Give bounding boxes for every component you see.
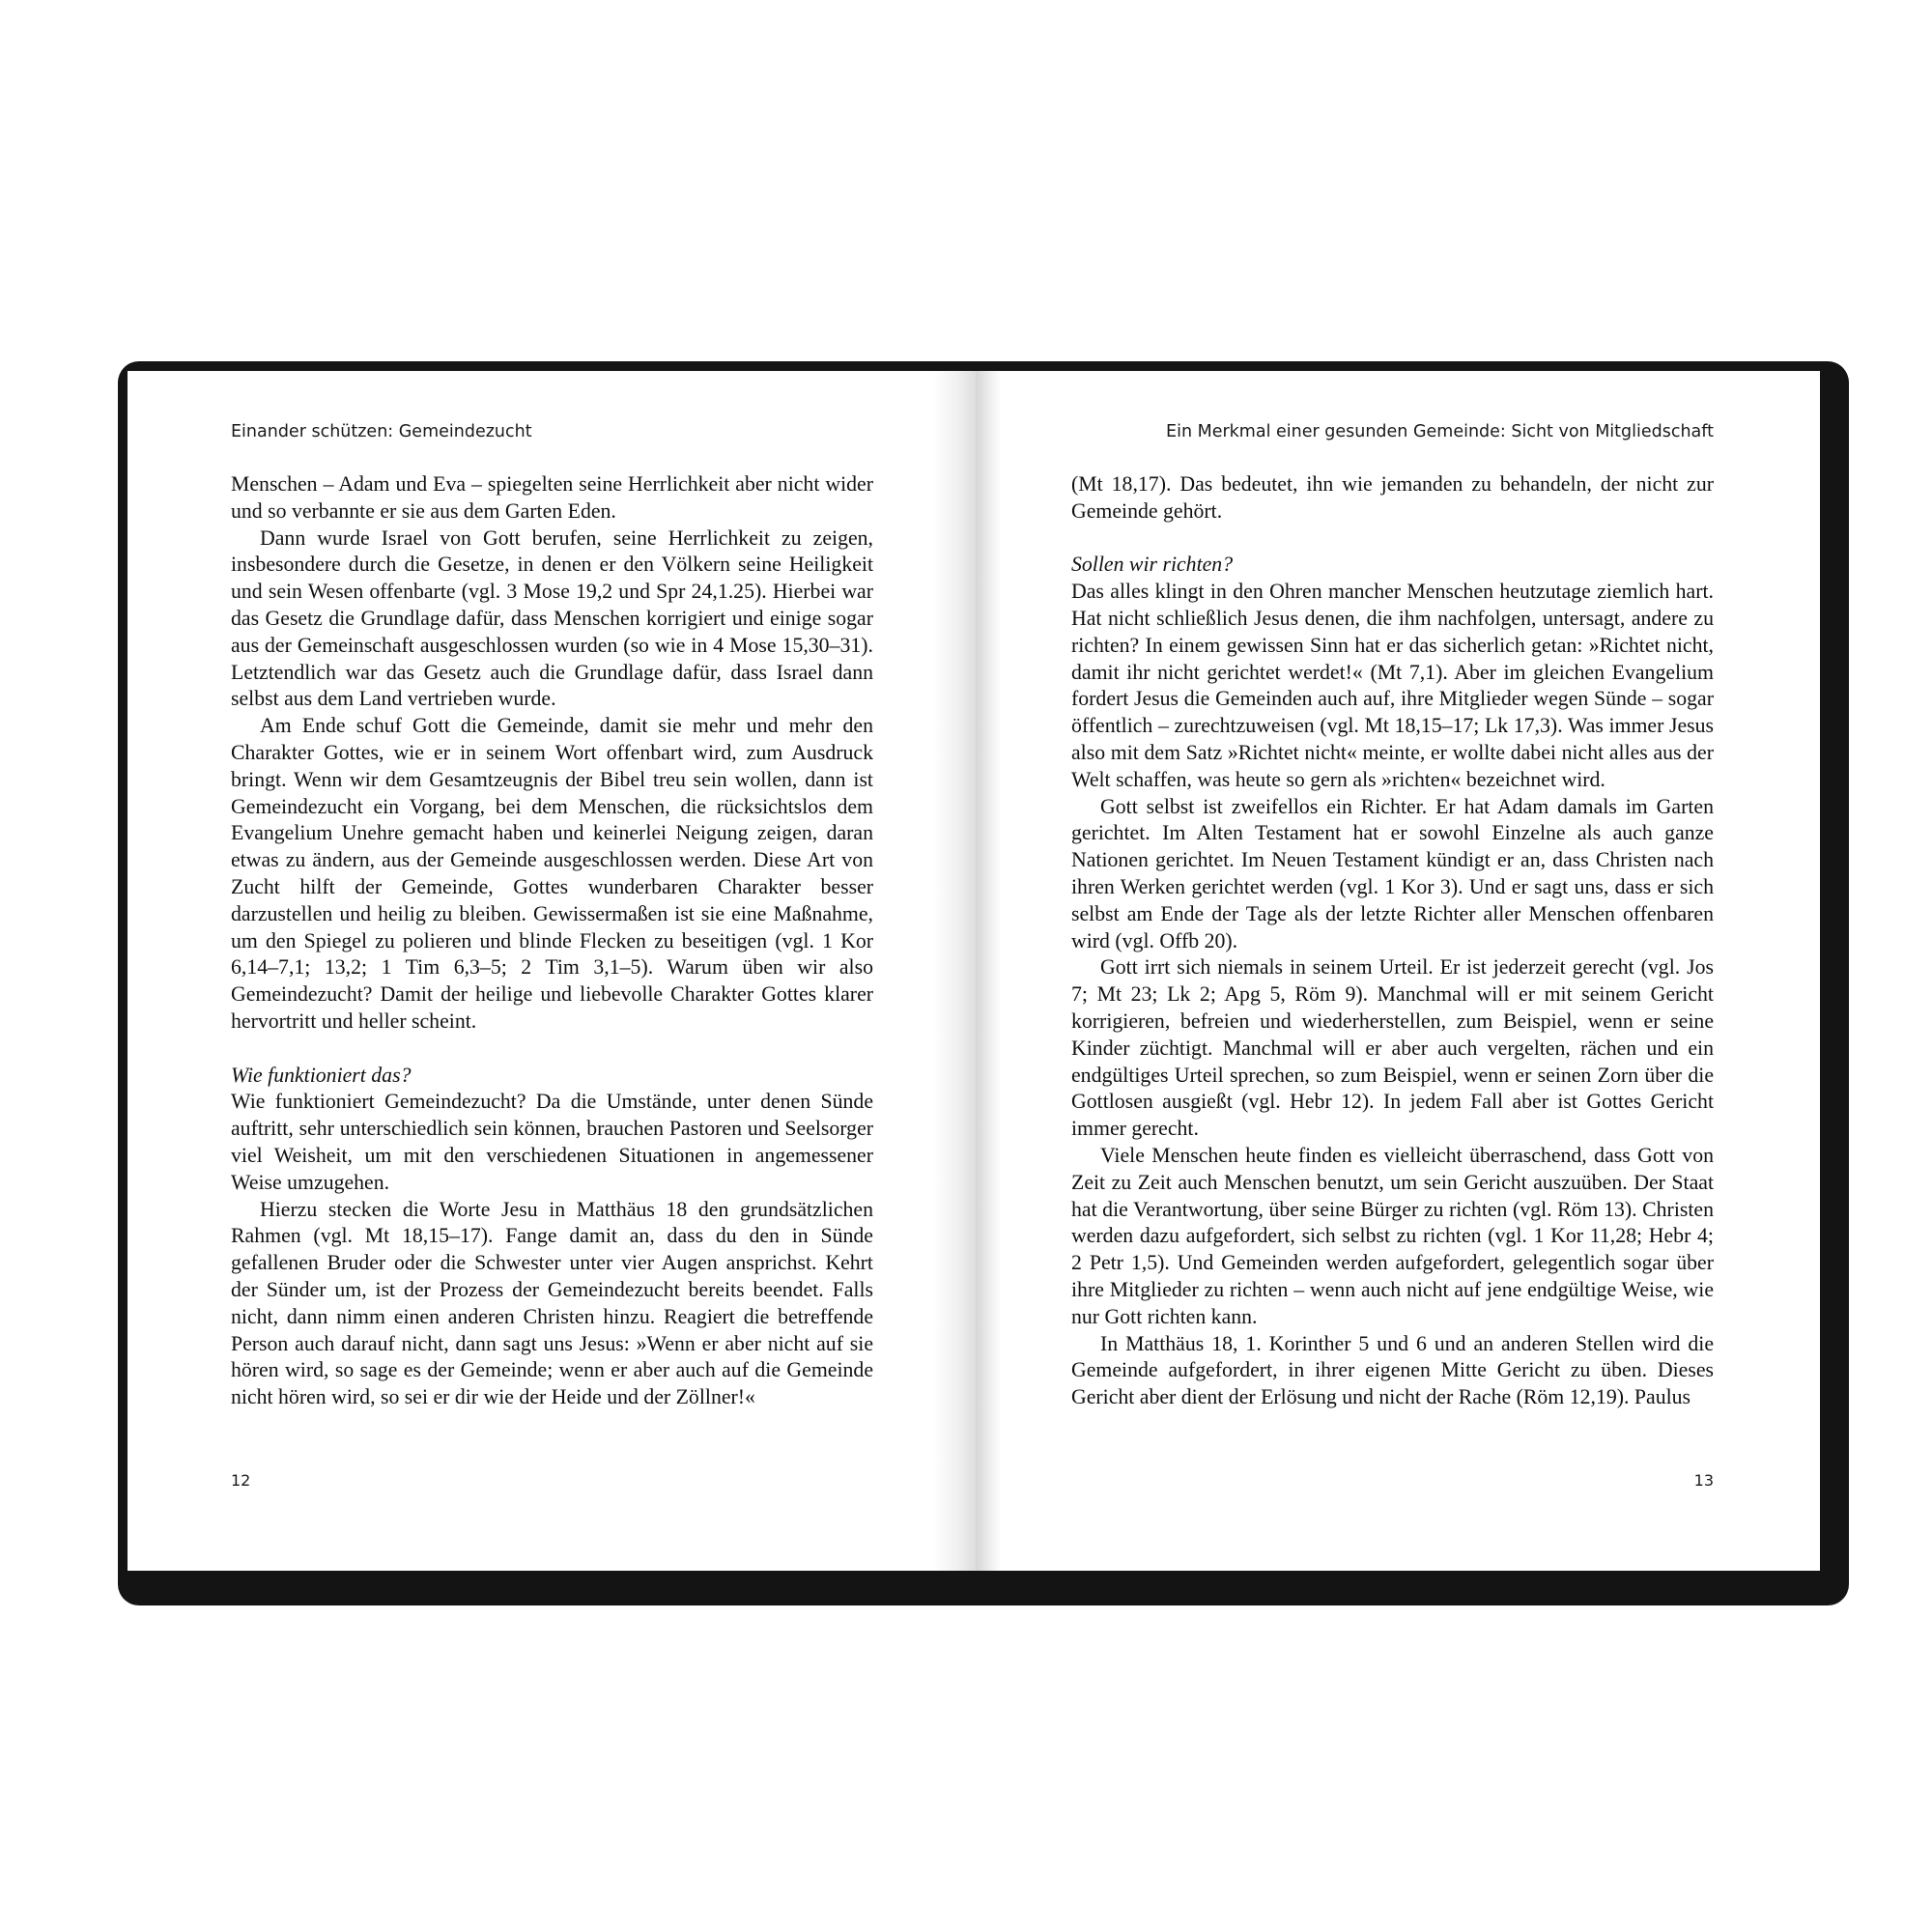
paragraph: Viele Menschen heute finden es vielleicht überraschend, dass Gott von Zeit zu Zeit auch Menschen benutzt, um sein Gericht auszuüben. Der Staat hat die Verantwortung, über seine Bürger zu richten (vgl. Röm 13). Christen werden dazu aufgefordert, sich selbst zu richten (vgl. 1 Kor 11,28; Hebr 4; 2 Petr 1,5). Und Gemeinden werden aufgefordert, gelegentlich sogar über ihre Mitglieder zu richten – wenn auch nicht auf jene endgültige Weise, wie nur Gott richten kann. [1071, 1143, 1714, 1328]
paragraph: Hierzu stecken die Worte Jesu in Matthäus 18 den grundsätzlichen Rahmen (vgl. Mt 18,15–17). Fange damit an, dass du den in Sünde gefallenen Bruder oder die Schwester unter vier Augen ansprichst. Kehrt der Sünder um, ist der Prozess der Gemeindezucht bereits beendet. Falls nicht, dann nimm einen anderen Christen hinzu. Reagiert die betreffende Person auch darauf nicht, dann sagt uns Jesus: »Wenn er aber nicht auf sie hören wird, so sage es der Gemeinde; wenn er aber auch auf die Gemeinde nicht hören wird, so sei er dir wie der Heide und der Zöllner!« [231, 1197, 873, 1409]
paragraph: Wie funktioniert Gemeindezucht? Da die Umstände, unter denen Sünde auftritt, sehr unterschiedlich sein können, brauchen Pastoren und Seelsorger viel Weisheit, um mit den verschiedenen Situationen in angemessener Weise umzugehen. [231, 1090, 873, 1194]
paragraph: Dann wurde Israel von Gott berufen, seine Herrlichkeit zu zeigen, insbesondere durch die Gesetze, in denen er den Völkern seine Heiligkeit und sein Wesen offenbarte (vgl. 3 Mose 19,2 und Spr 24,1.25). Hierbei war das Gesetz die Grundlage dafür, dass Menschen korrigiert und einige sogar aus der Gemeinschaft ausgeschlossen wurden (so wie in 4 Mose 15,30–31). Letztendlich war das Gesetz auch die Grundlage dafür, dass Israel dann selbst aus dem Land vertrieben wurde. [231, 526, 873, 711]
gutter-shadow-left [933, 371, 976, 1571]
right-page-text [1071, 471, 1714, 1411]
paragraph: Am Ende schuf Gott die Gemeinde, damit sie mehr und mehr den Charakter Gottes, wie er in seinem Wort offenbart wird, zum Ausdruck bringt. Wenn wir dem Gesamtzeugnis der Bibel treu sein wollen, dann ist Gemeindezucht ein Vorgang, bei dem Menschen, die rücksichtslos dem Evangelium Unehre gemacht haben und keinerlei Neigung zeigen, daran etwas zu ändern, aus der Gemeinde ausgeschlossen werden. Diese Art von Zucht hilft der Gemeinde, Gottes wunderbaren Charakter besser darzustellen und heilig zu bleiben. Gewissermaßen ist sie eine Maßnahme, um den Spiegel zu polieren und blinde Flecken zu beseitigen (vgl. 1 Kor 6,14–7,1; 13,2; 1 Tim 6,3–5; 2 Tim 3,1–5). Warum üben wir also Gemeindezucht? Damit der heilige und liebevolle Charakter Gottes klarer hervortritt und heller scheint. [231, 714, 873, 1033]
left-page-text [231, 471, 873, 1411]
running-head-left: Einander schützen: Gemeindezucht [231, 422, 532, 441]
page-number-left: 12 [231, 1471, 251, 1490]
paragraph: In Matthäus 18, 1. Korinther 5 und 6 und an anderen Stellen wird die Gemeinde aufgefordert, in ihrer eigenen Mitte Gericht zu üben. Dieses Gericht aber dient der Erlösung und nicht der Rache (Röm 12,19). Paulus [1071, 1331, 1714, 1409]
gutter-shadow-right [976, 371, 1001, 1571]
page-number-right: 13 [1693, 1471, 1714, 1490]
section-heading: Wie funktioniert das? [231, 1063, 412, 1087]
paragraph: Das alles klingt in den Ohren mancher Menschen heutzutage ziemlich hart. Hat nicht schließlich Jesus denen, die ihm nachfolgen, untersagt, andere zu richten? In einem gewissen Sinn hat er das sicherlich getan: »Richtet nicht, damit ihr nicht gerichtet werdet!« (Mt 7,1). Aber im gleichen Evangelium fordert Jesus die Gemeinden auch auf, ihre Mitglieder wegen Sünde – sogar öffentlich – zurechtzuweisen (vgl. Mt 18,15–17; Lk 17,3). Was immer Jesus also mit dem Satz »Richtet nicht« meinte, er wollte dabei nicht alles aus der Welt schaffen, was heute so gern als »richten« bezeichnet wird. [1071, 580, 1714, 791]
paragraph: Gott selbst ist zweifellos ein Richter. Er hat Adam damals im Garten gerichtet. Im Alten Testament hat er sowohl Einzelne als auch ganze Nationen gerichtet. Im Neuen Testament kündigt er an, dass Christen nach ihren Werken gerichtet werden (vgl. 1 Kor 3). Und er sagt uns, dass er sich selbst am Ende der Tage als der letzte Richter aller Menschen offenbaren wird (vgl. Offb 20). [1071, 794, 1714, 952]
paragraph: Gott irrt sich niemals in seinem Urteil. Er ist jederzeit gerecht (vgl. Jos 7; Mt 23; Lk 2; Apg 5, Röm 9). Manchmal will er mit seinem Gericht korrigieren, befreien und wiederherstellen, zum Beispiel, wenn er seine Kinder züchtigt. Manchmal will er aber auch vergelten, rächen und ein endgültiges Urteil sprechen, so zum Beispiel, wenn er seinen Zorn über die Gottlosen ausgießt (vgl. Hebr 12). In jedem Fall aber ist Gottes Gericht immer gerecht. [1071, 955, 1714, 1141]
paragraph: (Mt 18,17). Das bedeutet, ihn wie jemanden zu behandeln, der nicht zur Gemeinde gehört. [1071, 472, 1714, 523]
running-head-right: Ein Merkmal einer gesunden Gemeinde: Sicht von Mitgliedschaft [1166, 422, 1714, 441]
section-heading: Sollen wir richten? [1071, 553, 1234, 577]
paragraph: Menschen – Adam und Eva – spiegelten seine Herrlichkeit aber nicht wider und so verbannte er sie aus dem Garten Eden. [231, 472, 873, 523]
